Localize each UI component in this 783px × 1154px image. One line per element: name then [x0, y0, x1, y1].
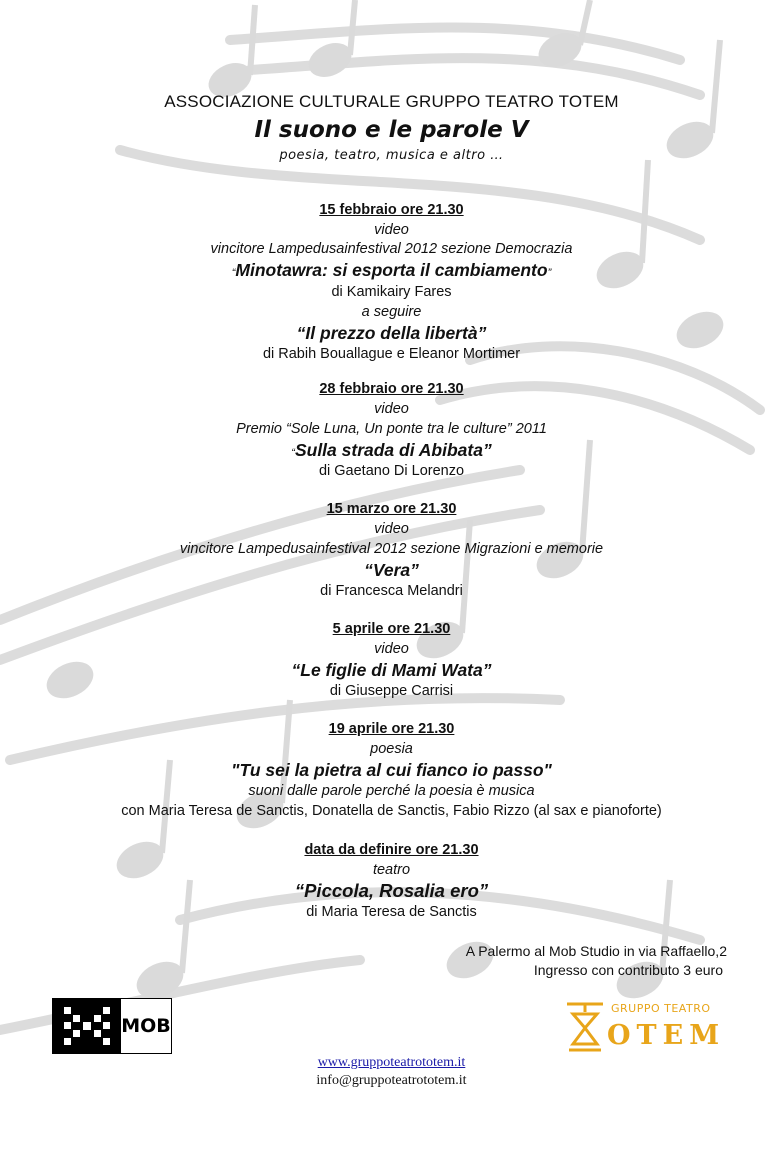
- mob-logo: [52, 998, 172, 1054]
- event-author-4: di Giuseppe Carrisi: [329, 683, 454, 699]
- organization-heading: ASSOCIAZIONE CULTURALE GRUPPO TEATRO TOTEM: [164, 92, 619, 111]
- page-title: Il suono e le parole V: [254, 117, 529, 143]
- event-title-4-text: Le figlie di Mami Wata: [300, 660, 483, 680]
- event-date-4: 5 aprile ore 21.30: [332, 621, 451, 637]
- event-note-3: vincitore Lampedusainfestival 2012 sezione Migrazioni e memorie: [179, 541, 604, 557]
- event-type-4: video: [374, 641, 409, 657]
- event-author-3: di Francesca Melandri: [320, 583, 463, 599]
- event-author-1: di Kamikairy Fares: [331, 284, 452, 300]
- event-title-5: "Tu sei la pietra al cui fianco io passo": [231, 760, 552, 780]
- event-title-1b-text: Il prezzo della libertà: [305, 323, 478, 343]
- event-date-5: 19 aprile ore 21.30: [328, 721, 455, 737]
- event-author-5: con Maria Teresa de Sanctis, Donatella de Sanctis, Fabio Rizzo (al sax e pianoforte): [121, 803, 662, 819]
- event-author-6: di Maria Teresa de Sanctis: [306, 904, 477, 920]
- event-followup-1: a seguire: [361, 304, 422, 320]
- event-type-5: poesia: [370, 741, 413, 757]
- totem-logo-word: OTEM: [607, 1020, 726, 1051]
- event-type-2: video: [374, 401, 409, 417]
- gruppo-teatro-totem-logo: [563, 998, 733, 1058]
- mob-logo-text: MOB: [121, 999, 171, 1053]
- venue-entry: Ingresso con contributo 3 euro: [533, 962, 723, 978]
- event-type-3: video: [374, 521, 409, 537]
- website-line: [0, 1055, 783, 1071]
- totem-figure-icon: [563, 998, 607, 1056]
- event-note-5: suoni dalle parole perché la poesia è musica: [248, 783, 535, 799]
- event-date-6: data da definire ore 21.30: [304, 842, 479, 858]
- event-type-1: video: [374, 222, 409, 238]
- event-title-2: “Sulla strada di Abibata”: [291, 440, 492, 460]
- event-title-3-text: Vera: [372, 560, 411, 580]
- event-date-2: 28 febbraio ore 21.30: [319, 381, 464, 397]
- event-title-6: “Piccola, Rosalia ero”: [294, 880, 489, 901]
- event-type-6: teatro: [372, 862, 411, 878]
- event-title-1: “Minotawra: si esporta il cambiamento”: [231, 260, 552, 280]
- event-note-2: Premio “Sole Luna, Un ponte tra le culture” 2011: [236, 421, 547, 437]
- event-title-1-text: Minotawra: si esporta il cambiamento: [235, 260, 548, 280]
- event-title-2-text: Sulla strada di Abibata: [294, 440, 483, 460]
- page-subtitle: poesia, teatro, musica e altro …: [279, 148, 504, 163]
- event-title-1b: “Il prezzo della libertà”: [296, 323, 487, 343]
- venue-location: A Palermo al Mob Studio in via Raffaello,2: [465, 943, 727, 959]
- event-date-3: 15 marzo ore 21.30: [326, 501, 457, 517]
- website-link[interactable]: www.gruppoteatrototem.it: [317, 1055, 466, 1070]
- email-text: info@gruppoteatrototem.it: [316, 1073, 467, 1088]
- event-date-1: 15 febbraio ore 21.30: [319, 202, 464, 218]
- event-author-1b: di Rabih Bouallague e Eleanor Mortimer: [262, 346, 521, 362]
- event-title-3: “Vera”: [364, 560, 419, 580]
- totem-logo-label: GRUPPO TEATRO: [611, 1002, 711, 1015]
- event-author-2: di Gaetano Di Lorenzo: [318, 463, 465, 479]
- event-note-1: vincitore Lampedusainfestival 2012 sezione Democrazia: [210, 241, 573, 257]
- mob-symbol-icon: [53, 999, 121, 1053]
- event-title-4: “Le figlie di Mami Wata”: [291, 660, 492, 680]
